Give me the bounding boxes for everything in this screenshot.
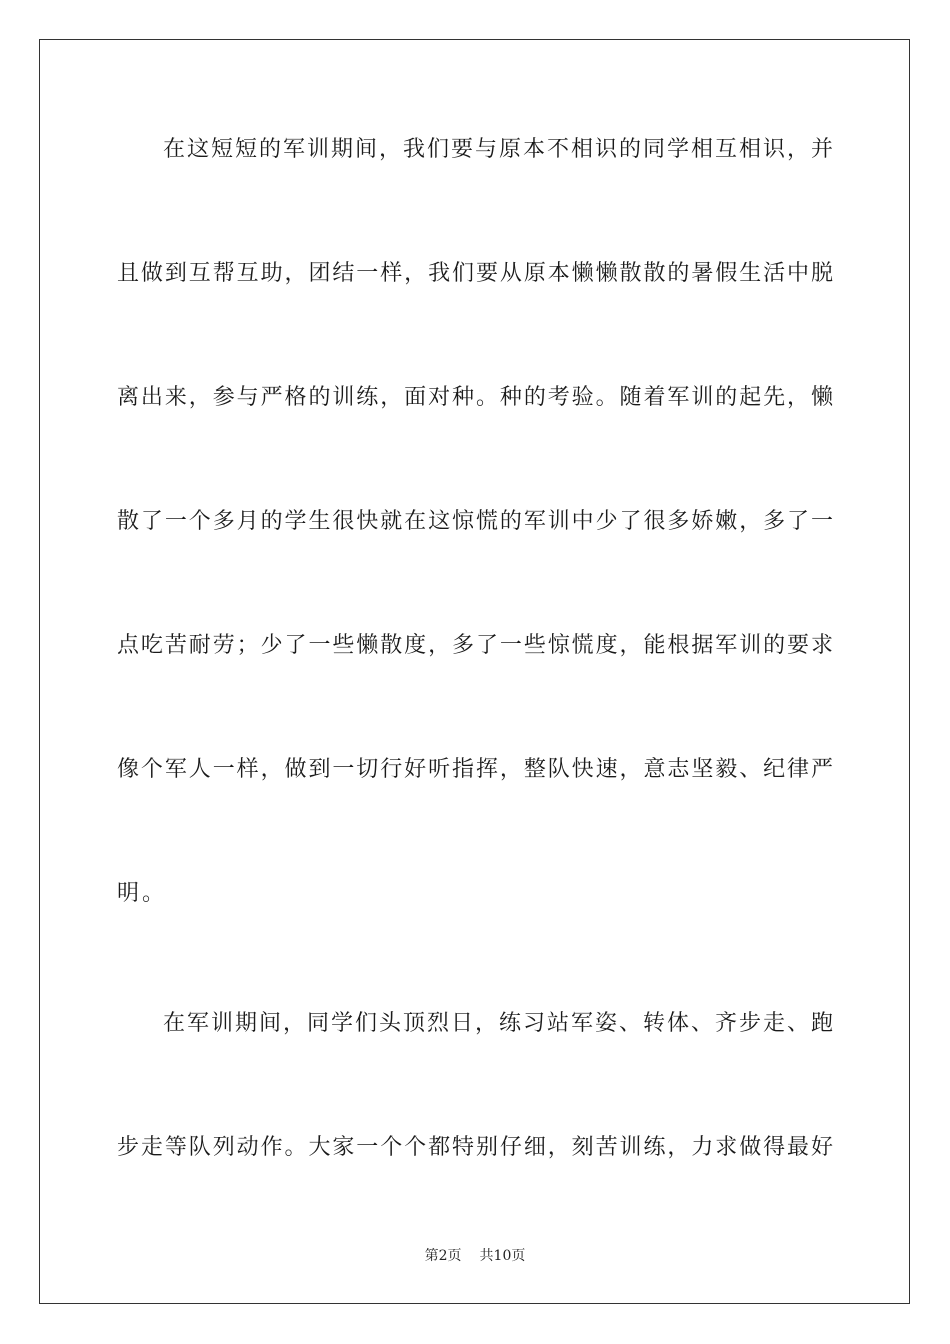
page-total: 共10页 <box>479 1248 526 1264</box>
paragraph-1-line-6: 像个军人一样，做到一切行好听指挥，整队快速，意志坚毅、纪律严 <box>117 757 833 782</box>
paragraph-1-line-5: 点吃苦耐劳；少了一些懒散度，多了一些惊慌度，能根据军训的要求 <box>117 633 833 658</box>
paragraph-1-line-4: 散了一个多月的学生很快就在这惊慌的军训中少了很多娇嫩，多了一 <box>117 509 833 534</box>
paragraph-1-line-1: 在这短短的军训期间，我们要与原本不相识的同学相互相识，并 <box>163 137 833 162</box>
paragraph-1-line-3: 离出来，参与严格的训练，面对种。种的考验。随着军训的起先，懒 <box>117 385 833 410</box>
page-footer <box>0 1246 950 1266</box>
paragraph-1-line-2: 且做到互帮互助，团结一样，我们要从原本懒懒散散的暑假生活中脱 <box>117 261 833 286</box>
paragraph-1-line-7: 明。 <box>117 881 168 906</box>
paragraph-2-line-2: 步走等队列动作。大家一个个都特别仔细，刻苦训练，力求做得最好 <box>117 1135 833 1160</box>
page-number: 第2页 <box>424 1248 462 1264</box>
page-border <box>39 39 910 1304</box>
paragraph-2-line-1: 在军训期间，同学们头顶烈日，练习站军姿、转体、齐步走、跑 <box>163 1011 833 1036</box>
